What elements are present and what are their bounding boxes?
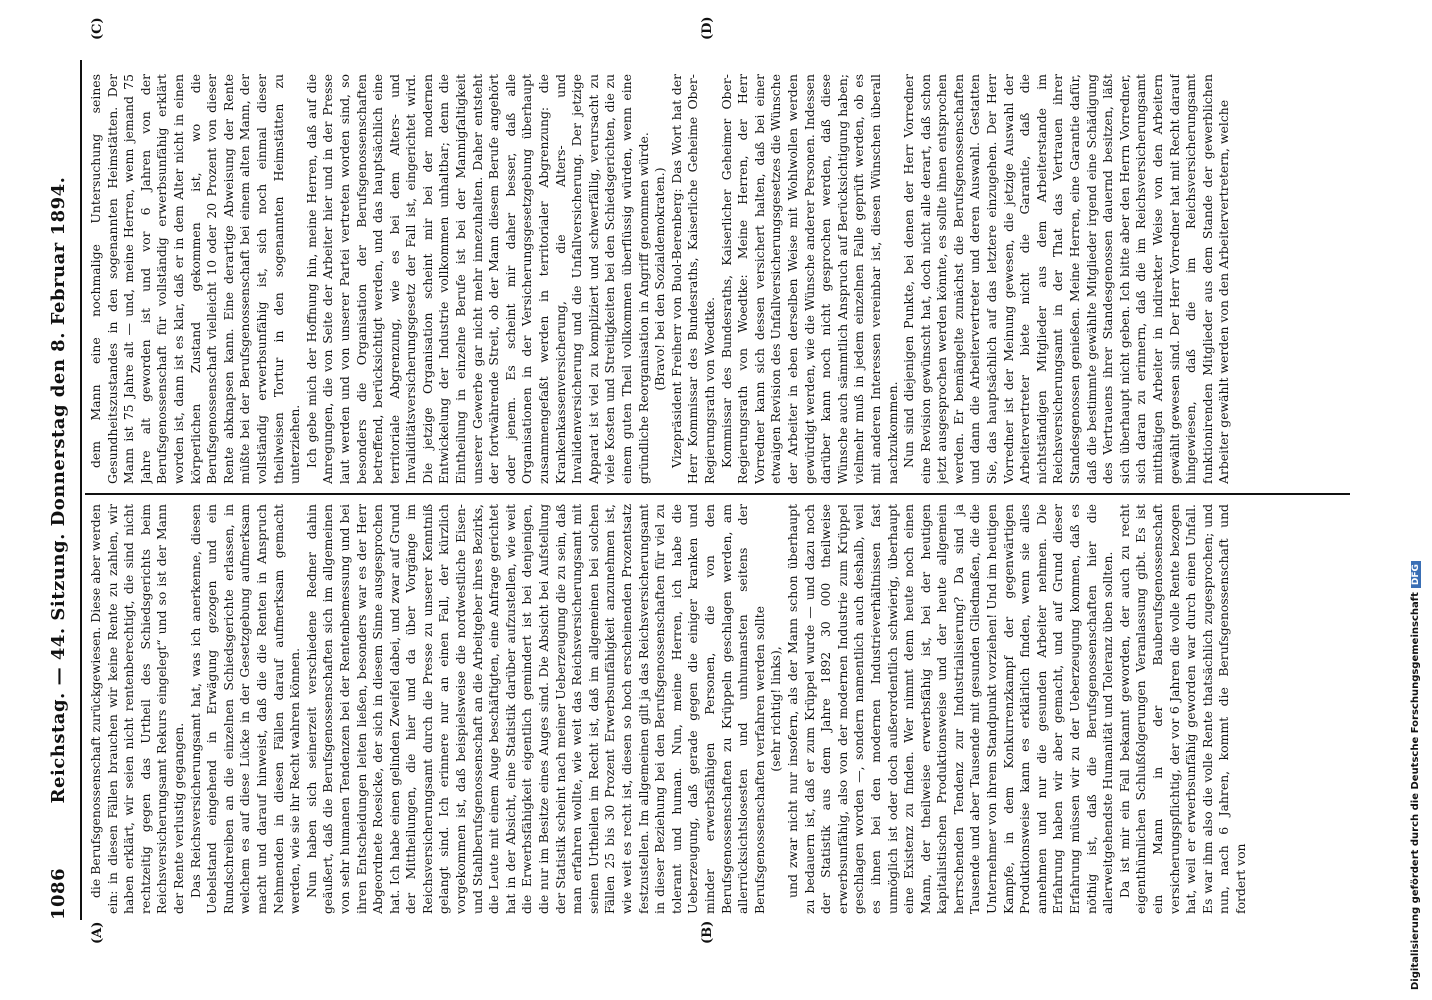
paragraph: dem Mann eine nochmalige Untersuchung seines Gesundheitszustandes in den sogenannten Heimstätten. Der Mann ist 75 Jahre alt — und, meine Herren, wenn jemand 75 Jahre alt geworden ist und vor 6 Jahren von der Berufsgenossenschaft für vollständig erwerbsunfähig erklärt worden ist, dann ist es klar, daß er in dem Alter nicht in einen körperlichen Zustand gekommen ist, wo die Berufsgenossenschaft vielleicht 10 oder 20 Prozent von dieser Rente abknapsen kann. Eine derartige Abweisung der Rente müßte bei der Berufsgenossenschaft bei einem alten Mann, der vollständig erwerbsunfähig ist, sich noch einmal dieser theilweisen Tortur in den sogenannten Heimstätten zu unterziehen.	[88, 74, 303, 484]
paragraph: Da ist mir ein Fall bekannt geworden, der auch zu recht eigenthümlichen Schlußfolgerungen Veranlassung gibt. Es ist ein Mann in der Bauberufsgenossenschaft versicherungspflichtig, der vor 6 Jahren die volle Rente bezogen hat, weil er erwerbsunfähig geworden war durch einen Unfall. Es war ihm also die volle Rente thatsächlich zugesprochen; und nun, nach 6 Jahren, kommt die Berufsgenossenschaft und fordert von	[1116, 504, 1248, 914]
right-column	[88, 74, 1348, 484]
marker-b: (B)	[700, 920, 715, 944]
column-divider	[85, 493, 1350, 495]
paragraph: Ich gebe mich der Hoffnung hin, meine Herren, daß auf die Anregungen, die von Seite der Arbeiter hier und in der Presse laut werden und von unserer Partei vertreten worden sind, so besonders die Organisation der Berufsgenossenschaften betreffend, berücksichtigt werden, und das hauptsächlich eine territoriale Abgrenzung, wie es bei dem Alters- und Invaliditätsversicherungsgesetz der Fall ist, eingerichtet wird. Die jetzige Organisation scheint mir bei der modernen Entwickelung der Industrie vollkommen unhaltbar; denn die Eintheilung in einzelne Berufe ist bei der Mannigfaltigkeit unserer Gewerbe gar nicht mehr innezuhalten. Daher entsteht der fortwährende Streit, ob der Mann diesem Berufe angehört oder jenem. Es scheint mir daher besser, daß alle Organisationen in der Versicherungsgesetzgebung überhaupt zusammengefaßt werden in territorialer Abgrenzung: die Krankenkassenversicherung, die Alters- und Invalidenversicherung und die Unfallversicherung. Der jetzige Apparat ist viel zu kompliziert und schwerfällig, verursacht zu viele Kosten und Streitigkeiten bei den Schiedsgerichten, die zu einem guten Theil vollkommen überflüssig würden, wenn eine gründliche Reorganisation in Angriff genommen würde.	[303, 74, 651, 484]
marker-d: (D)	[700, 16, 715, 40]
president-remark: Vizepräsident Freiherr von Buol-Berenberg: Das Wort hat der Herr Kommissar des Bundesraths, Kaiserliche Geheime Ober-Regierungsrath von Woedtke.	[668, 74, 717, 484]
page-header	[48, 60, 76, 920]
page-number: 1086	[48, 867, 69, 920]
page-title: Reichstag. — 44. Sitzung. Donnerstag den 8. Februar 1894.	[48, 176, 69, 804]
stamp-text: Digitalisierung gefördert durch die Deutsche Forschungsgemeinschaft	[1410, 592, 1421, 990]
paragraph: und zwar nicht nur insofern, als der Mann schon überhaupt zu bedauern ist, daß er zum Krüppel wurde — und dazu noch der Statistik aus dem Jahre 1892 30 000 theilweise erwerbsunfähig, also von der modernen Industrie zum Krüppel geschlagen worden —, sondern namentlich auch deshalb, weil es ihnen bei den modernen Industrieverhältnissen fast unmöglich ist oder doch außerordentlich schwierig, überhaupt eine Existenz zu finden. Wer nimmt denn heute noch einen Mann, der theilweise erwerbsfähig ist, bei der heutigen kapitalistischen Produktionsweise und der heute allgemein herrschenden Tendenz zur Industrialisierung? Da sind ja Tausende und aber Tausende mit gesunden Gliedmaßen, die die Unternehmer von ihrem Standpunkt vorziehen! Und im heutigen Kampfe, in dem Konkurrenzkampf der gegenwärtigen Produktionsweise kann es erklärlich finden, wenn sie alles annehmen und nur die gesunden Arbeiter nehmen. Die Erfahrung haben wir aber gemacht, und auf Grund dieser Erfahrung müssen wir zu der Ueberzeugung kommen, daß es nöthig ist, daß die Berufsgenossenschaften hier die allerweitgehendste Humanität und Toleranz üben sollten.	[784, 504, 1116, 914]
marker-a: (A)	[90, 921, 105, 944]
digitization-stamp	[1410, 564, 1428, 990]
applause: (Bravo! bei den Sozialdemokraten.)	[652, 167, 668, 391]
left-column	[88, 504, 1348, 914]
paragraph: die Berufsgenossenschaft zurückgewiesen. Diese aber werden ein: in diesen Fällen brauchen wir keine Rente zu zahlen, wir haben erklärt, wir seien nicht rentenberechtigt, die sind nicht rechtzeitig gegen das Urtheil des Schiedsgerichts beim Reichsversicherungsamt Rekurs eingelegt“ und so ist der Mann der Rente verlustig gegangen.	[88, 504, 186, 914]
paragraph: Nun haben sich seinerzeit verschiedene Redner dahin geäußert, daß die Berufsgenossenschaften sich im allgemeinen von sehr humanen Tendenzen bei der Rentenbemessung und bei ihren Entscheidungen leiten ließen, besonders war es der Herr Abgeordnete Roesicke, der sich in diesem Sinne ausgesprochen hat. Ich habe einen gelinden Zweifel dabei, und zwar auf Grund der Mittheilungen, die hier und da über Vorgänge im Reichsversicherungsamt durch die Presse zu unserer Kenntniß gelangt sind. Ich erinnere nur an einen Fall, der kürzlich vorgekommen ist, daß beispielsweise die nordwestliche Eisen- und Stahlberufsgenossenschaft an die Arbeitgeber ihres Bezirks, die Leute mit einem Auge beschäftigten, eine Anfrage gerichtet hat in der Absicht, eine Statistik darüber aufzustellen, wie weit die Erwerbsfähigkeit eigentlich gemindert ist bei denjenigen, die nur im Besitze eines Auges sind. Die Absicht bei Aufstellung der Statistik scheint nach meiner Ueberzeugung die zu sein, daß man erfahren wollte, wie weit das Reichsversicherungsamt mit seinen Urtheilen im Recht ist, daß im allgemeinen bei solchen Fällen 25 bis 30 Prozent Erwerbsunfähigkeit anzunehmen ist, wie weit es recht ist, diesen so hoch erscheinenden Prozentsatz festzustellen. Im allgemeinen gilt ja das Reichsversicherungsamt in dieser Beziehung bei den Berufsgenossenschaften für viel zu tolerant und human. Nun, meine Herren, ich habe die Ueberzeugung, daß gerade gegen die einiger kranken und minder erwerbsfähigen Personen, die von den Berufsgenossenschaften zu Krüppeln geschlagen werden, am allerrücksichtslosesten und unhumansten seitens der Berufsgenossenschaften verfahren werden sollte	[303, 504, 767, 914]
interjection: (sehr richtig! links),	[768, 646, 784, 772]
marker-c: (C)	[90, 17, 105, 40]
dfg-logo: DFG	[1411, 561, 1421, 588]
paragraph: Nun sind diejenigen Punkte, bei denen der Herr Vorredner eine Revision gewünscht hat, doch nicht alle derart, daß schon jetzt ausgesprochen werden könnte, es sollte ihnen entsprochen werden. Er bemängelte zunächst die Berufsgenossenschaften und dann die Arbeitervertreter und deren Auswahl. Gestatten Sie, das hauptsächlich auf das letztere einzugehen. Der Herr Vorredner ist der Meinung gewesen, die jetzige Auswahl der Arbeitervertreter biete nicht die Garantie, daß die nichtständigen Mitglieder aus dem Arbeiterstande im Reichsversicherungsamt in der That das Vertrauen ihrer Standesgenossen genießen. Meine Herren, eine Garantie dafür, daß die bestimmte gewählte Mitglieder irgend eine Schädigung des Vertrauens ihrer Standesgenossen dauernd besitzen, läßt sich überhaupt nicht geben. Ich bitte aber den Herrn Vorredner, sich daran zu erinnern, daß die im Reichsversicherungsamt mitthätigen Arbeiter in indirekter Weise von den Arbeitern gewählt gewesen sind. Der Herr Vorredner hat mit Recht darauf hingewiesen, daß die im Reichsversicherungsamt funktionirenden Mitglieder aus dem Stande der gewerblichen Arbeiter gewählt werden von den Arbeitervertretern, welche	[901, 74, 1232, 484]
header-rule	[80, 60, 82, 920]
paragraph: Das Reichsversicherungsamt hat, was ich anerkenne, diesen Uebelstand eingehend in Erwägung gezogen und ein Rundschreiben an die einzelnen Schiedsgerichte erlassen, in welchem es auf diese Lücke in der Gesetzgebung aufmerksam macht und darauf hinweist, daß die die Renten in Anspruch Nehmenden in diesen Fällen darauf aufmerksam gemacht werden, wie sie ihr Recht wahren können.	[187, 504, 303, 914]
paragraph: Kommissar des Bundesraths, Kaiserlicher Geheimer Ober-Regierungsrath von Woedtke: Meine Herren, der Herr Vorredner kann sich dessen versichert halten, daß bei einer etwaigen Revision des Unfallversicherungsgesetzes die Wünsche der Arbeiter in eben derselben Weise mit Wohlwollen werden gewürdigt werden, wie die Wünsche anderer Personen. Indessen darüber kann noch nicht gesprochen werden, daß diese Wünsche auch sämmtlich Anspruch auf Berücksichtigung haben; vielmehr muß in jedem einzelnen Falle geprüft werden, ob es mit anderen Interessen vereinbar ist, diesen Wünschen überall nachzukommen.	[718, 74, 900, 484]
